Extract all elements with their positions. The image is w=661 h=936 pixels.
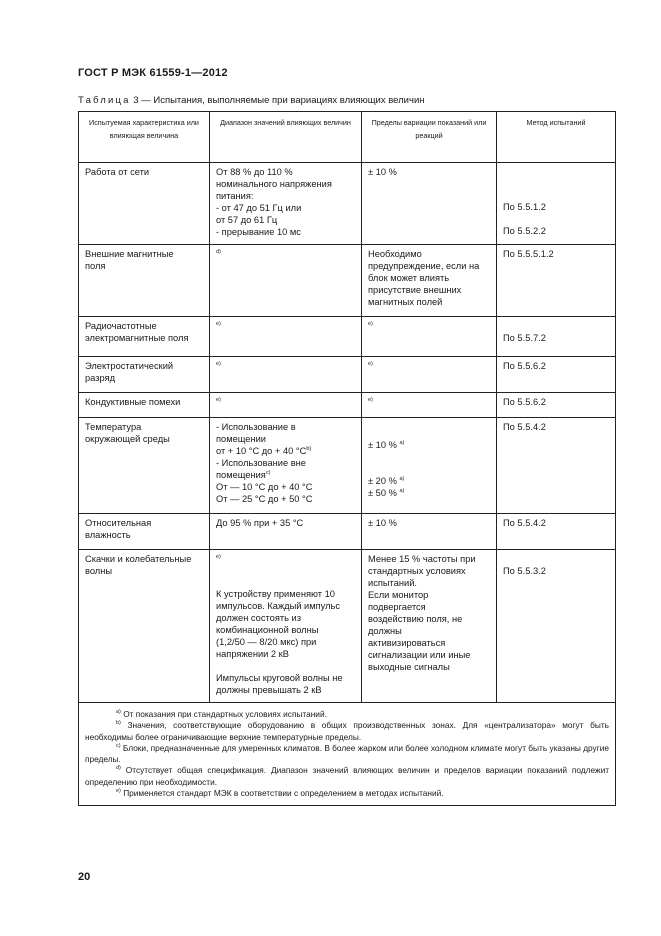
table-row-magnetic <box>79 245 616 317</box>
cell-characteristic: Электростатический разряд <box>79 357 210 393</box>
table-row-surge <box>79 550 616 703</box>
cell-characteristic: Относительная влажность <box>79 514 210 550</box>
cell-characteristic: Кондуктивные помехи <box>79 393 210 418</box>
cell-method: По 5.5.1.2 По 5.5.2.2 <box>497 163 616 245</box>
footnote-e: $^{e)}$ Применяется стандарт МЭК в соответствии с определением в методах испытаний. <box>116 788 444 799</box>
cell-range: До 95 % при + 35 °С <box>210 514 362 550</box>
header-range: Диапазон значений влияющих величин <box>210 112 362 163</box>
table-header-row <box>79 112 616 163</box>
cell-method: По 5.5.6.2 <box>497 357 616 393</box>
table-row-electrostatic <box>79 357 616 393</box>
tests-table <box>78 111 616 806</box>
table-row-radio <box>79 317 616 357</box>
cell-method: По 5.5.6.2 <box>497 393 616 418</box>
footnote-a: $^{a)}$ От показания при стандартных условиях испытаний. <box>116 709 327 719</box>
table-caption-number: 3 <box>133 95 139 106</box>
cell-limits: Менее 15 % частоты при стандартных условиях испытаний. Если монитор подвергается воздействию поля, не должны активизироваться сигнализации или иные выходные сигналы <box>362 550 497 703</box>
header-method: Метод испытаний <box>497 112 616 163</box>
cell-characteristic: Внешние магнитные поля <box>79 245 210 317</box>
cell-method: По 5.5.4.2 <box>497 514 616 550</box>
cell-limits: e) <box>362 317 497 357</box>
cell-limits: ± 10 % <box>362 163 497 245</box>
cell-range: d) <box>210 245 362 317</box>
footnote-d: $^{d)}$ Отсутствует общая спецификация. Диапазон значений влияющих величин и пределов вариации показаний подлежит определению при необходимости. <box>85 765 609 787</box>
table-row-mains <box>79 163 616 245</box>
table-footnotes-row <box>79 703 616 806</box>
page-number: 20 <box>78 871 91 883</box>
footnotes-cell <box>79 703 616 806</box>
cell-range: e) <box>210 393 362 418</box>
cell-limits: Необходимо предупреждение, если на блок может влиять присутствие внешних магнитных полей <box>362 245 497 317</box>
cell-range: От 88 % до 110 % номинального напряжения питания: - от 47 до 51 Гц или от 57 до 61 Гц - прерывание 10 мс <box>210 163 362 245</box>
document-header: ГОСТ Р МЭК 61559-1—2012 <box>78 67 228 79</box>
cell-characteristic: Работа от сети <box>79 163 210 245</box>
cell-limits: e) <box>362 393 497 418</box>
cell-range: - Использование в помещении от + 10 °С до + 40 $^\circ С^{b)}$ - Использование вне помещения$^{c)}$ От — 10 °С до + 40 °С От — 25 °С до + 50 °С <box>210 418 362 514</box>
table-caption-word: Таблица <box>78 95 131 106</box>
cell-method: По 5.5.3.2 <box>497 550 616 703</box>
cell-limits: e) <box>362 357 497 393</box>
cell-range: e) <box>210 357 362 393</box>
cell-limits: ± 10 % $^{a)}$ ± 20 % $^{a)}$ ± 50 % $^{a)}$ <box>362 418 497 514</box>
table-caption <box>78 95 425 106</box>
table-row-conducted <box>79 393 616 418</box>
header-characteristic: Испытуемая характеристика или влияющая величина <box>79 112 210 163</box>
cell-method: По 5.5.5.1.2 <box>497 245 616 317</box>
cell-characteristic: Радиочастотные электромагнитные поля <box>79 317 210 357</box>
cell-limits: ± 10 % <box>362 514 497 550</box>
footnote-c: $^{c)}$ Блоки, предназначенные для умеренных климатов. В более жарком или более холодном климате могут быть указаны другие пределы. <box>85 742 609 765</box>
cell-characteristic: Скачки и колебательные волны <box>79 550 210 703</box>
cell-characteristic: Температура окружающей среды <box>79 418 210 514</box>
cell-range: $^{e)}$ К устройству применяют 10 импульсов. Каждый импульс должен состоять из комбинационной волны (1,2/50 — 8/20 мкс) при напряжении 2 кВ Импульсы круговой волны не должны превышать 2 кВ <box>210 550 362 703</box>
table-row-humidity <box>79 514 616 550</box>
cell-method: По 5.5.4.2 <box>497 418 616 514</box>
table-caption-title: — Испытания, выполняемые при вариациях влияющих величин <box>141 95 425 106</box>
header-limits: Пределы вариации показаний или реакций <box>362 112 497 163</box>
table-row-temperature <box>79 418 616 514</box>
cell-range: e) <box>210 317 362 357</box>
cell-method: По 5.5.7.2 <box>497 317 616 357</box>
footnote-b: $^{b)}$ Значения, соответствующие оборудованию в общих производственных зонах. Для «централизатора» могут быть необходимы более ограничивающие верхние температурные пределы. <box>85 720 609 742</box>
